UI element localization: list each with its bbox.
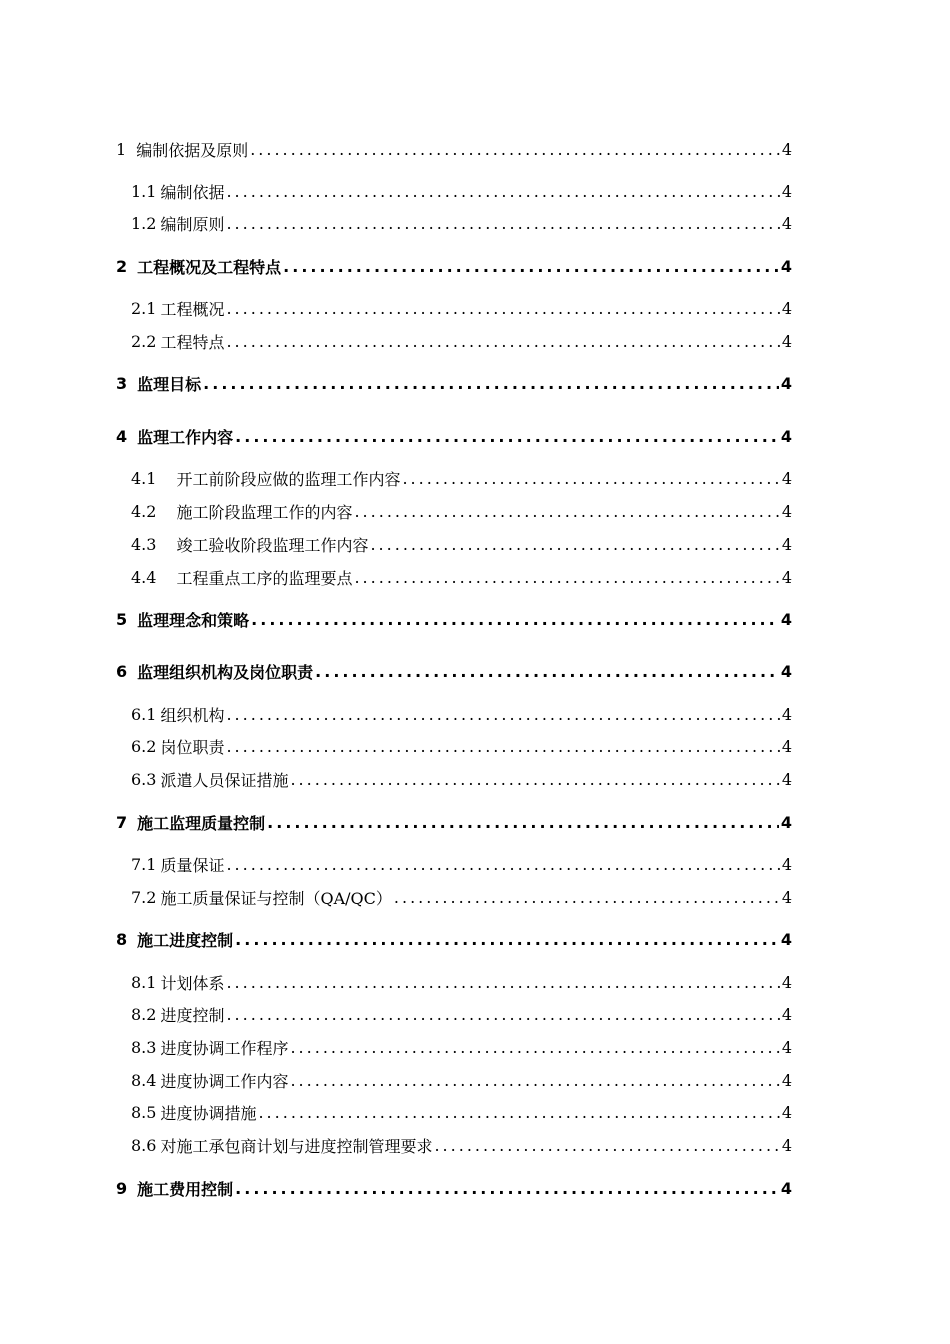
toc-leader-dots [370,535,779,554]
toc-entry[interactable] [116,424,792,448]
toc-entry-page: 4 [780,426,792,446]
toc-leader-dots [250,140,780,159]
toc-entry[interactable] [116,137,792,161]
toc-entry[interactable] [131,885,792,909]
toc-entry-title: 组织机构 [160,705,225,725]
toc-entry-page: 4 [781,567,792,587]
toc-entry-number: 1 [116,139,127,159]
toc-entry-page: 4 [781,139,792,159]
toc-leader-dots [283,257,779,276]
toc-entry-number: 4.3 [131,534,157,554]
toc-entry-number: 4.2 [131,501,157,521]
toc-entry-number: 7.1 [131,854,157,874]
toc-leader-dots [267,813,779,832]
toc-entry-number: 8.5 [131,1102,157,1122]
toc-entry[interactable] [131,702,792,726]
toc-entry-title: 质量保证 [160,855,225,875]
toc-entry-page: 4 [781,468,792,488]
toc-entry-number: 6 [116,661,128,681]
toc-entry-number: 4.1 [131,468,157,488]
toc-entry-number: 4.4 [131,567,157,587]
toc-leader-dots [354,502,779,521]
toc-entry[interactable] [131,852,792,876]
toc-leader-dots [226,1005,779,1024]
toc-entry-number: 2.2 [131,331,157,351]
toc-entry-title: 工程概况及工程特点 [137,257,282,277]
toc-entry-title: 监理工作内容 [137,427,234,447]
toc-entry-title: 监理理念和策略 [137,610,250,630]
toc-leader-dots [226,299,779,318]
toc-entry-page: 4 [781,704,792,724]
toc-entry[interactable] [131,1100,792,1124]
toc-entry[interactable] [116,810,792,834]
toc-entry-number: 7 [116,812,128,832]
toc-entry[interactable] [131,565,792,589]
toc-entry-page: 4 [781,736,792,756]
toc-entry-number: 4 [116,426,128,446]
toc-entry[interactable] [116,254,792,278]
toc-entry[interactable] [131,1002,792,1026]
toc-entry[interactable] [131,1068,792,1092]
toc-leader-dots [203,374,779,393]
toc-entry-number: 8.6 [131,1135,157,1155]
toc-entry-title: 开工前阶段应做的监理工作内容 [176,469,401,489]
toc-entry-title: 施工阶段监理工作的内容 [176,502,353,522]
toc-entry[interactable] [116,371,792,395]
toc-entry-title: 竣工验收阶段监理工作内容 [176,535,369,555]
toc-entry[interactable] [131,1035,792,1059]
toc-entry[interactable] [116,607,792,631]
toc-entry-title: 施工质量保证与控制（QA/QC） [160,888,392,908]
toc-entry-title: 监理组织机构及岗位职责 [137,662,314,682]
toc-entry-page: 4 [781,213,792,233]
toc-entry-page: 4 [781,854,792,874]
toc-entry-title: 编制依据及原则 [136,140,249,160]
toc-entry-title: 派遣人员保证措施 [160,770,289,790]
toc-leader-dots [354,568,779,587]
toc-entry-page: 4 [780,661,792,681]
toc-entry[interactable] [116,927,792,951]
toc-entry-title: 编制依据 [160,182,225,202]
toc-entry-number: 2.1 [131,298,157,318]
toc-leader-dots [290,1038,779,1057]
toc-entry-page: 4 [781,534,792,554]
toc-leader-dots [434,1136,779,1155]
toc-entry-title: 进度协调工作程序 [160,1038,289,1058]
toc-entry[interactable] [131,329,792,353]
toc-entry-title: 岗位职责 [160,737,225,757]
toc-leader-dots [226,182,779,201]
toc-entry-page: 4 [781,1004,792,1024]
toc-leader-dots [402,469,779,488]
toc-entry-page: 4 [781,887,792,907]
toc-leader-dots [235,930,779,949]
toc-entry-page: 4 [780,609,792,629]
toc-leader-dots [226,855,779,874]
toc-leader-dots [226,737,779,756]
toc-entry-page: 4 [781,181,792,201]
toc-entry-page: 4 [780,1178,792,1198]
toc-entry-title: 工程重点工序的监理要点 [176,568,353,588]
toc-leader-dots [226,705,779,724]
toc-entry[interactable] [131,499,792,523]
toc-leader-dots [226,214,779,233]
toc-entry-page: 4 [781,1070,792,1090]
toc-entry[interactable] [131,296,792,320]
toc-entry-title: 进度协调工作内容 [160,1071,289,1091]
toc-entry[interactable] [131,970,792,994]
toc-entry[interactable] [131,211,792,235]
toc-entry-page: 4 [781,972,792,992]
toc-entry-number: 8.2 [131,1004,157,1024]
toc-entry-number: 3 [116,373,128,393]
toc-entry-title: 进度协调措施 [160,1103,257,1123]
toc-entry-title: 施工费用控制 [137,1179,234,1199]
toc-entry-number: 8 [116,929,128,949]
toc-entry-number: 2 [116,256,128,276]
toc-entry-page: 4 [780,812,792,832]
toc-entry-title: 进度控制 [160,1005,225,1025]
toc-entry[interactable] [131,734,792,758]
toc-leader-dots [251,610,779,629]
toc-entry-number: 6.3 [131,769,157,789]
toc-entry-page: 4 [780,256,792,276]
toc-entry-title: 对施工承包商计划与进度控制管理要求 [160,1136,433,1156]
toc-entry-page: 4 [781,1037,792,1057]
toc-entry[interactable] [116,659,792,683]
toc-leader-dots [226,332,779,351]
toc-entry-title: 施工进度控制 [137,930,234,950]
toc-entry-title: 工程概况 [160,299,225,319]
toc-leader-dots [235,1179,779,1198]
toc-entry-number: 7.2 [131,887,157,907]
toc-entry[interactable] [131,466,792,490]
toc-entry-number: 1.1 [131,181,157,201]
toc-entry-page: 4 [781,501,792,521]
toc-entry[interactable] [131,532,792,556]
toc-entry-title: 编制原则 [160,214,225,234]
toc-entry-title: 监理目标 [137,374,202,394]
toc-entry-number: 8.4 [131,1070,157,1090]
toc-leader-dots [315,662,779,681]
toc-entry-page: 4 [781,298,792,318]
toc-leader-dots [258,1103,779,1122]
toc-leader-dots [226,973,779,992]
toc-entry-title: 工程特点 [160,332,225,352]
toc-entry[interactable] [131,179,792,203]
toc-entry-title: 计划体系 [160,973,225,993]
toc-entry-title: 施工监理质量控制 [137,813,266,833]
toc-leader-dots [290,770,779,789]
toc-leader-dots [235,427,779,446]
toc-entry-number: 6.2 [131,736,157,756]
toc-leader-dots [394,888,780,907]
toc-entry[interactable] [116,1176,792,1200]
toc-entry-page: 4 [781,1135,792,1155]
toc-entry-number: 6.1 [131,704,157,724]
toc-entry-page: 4 [780,373,792,393]
toc-entry-page: 4 [780,929,792,949]
toc-entry-number: 5 [116,609,128,629]
toc-entry[interactable] [131,767,792,791]
toc-entry-page: 4 [781,769,792,789]
toc-entry-number: 9 [116,1178,128,1198]
toc-leader-dots [290,1071,779,1090]
toc-entry-number: 8.1 [131,972,157,992]
toc-entry-page: 4 [781,1102,792,1122]
toc-entry-number: 8.3 [131,1037,157,1057]
toc-entry-number: 1.2 [131,213,157,233]
toc-entry[interactable] [131,1133,792,1157]
toc-entry-page: 4 [781,331,792,351]
